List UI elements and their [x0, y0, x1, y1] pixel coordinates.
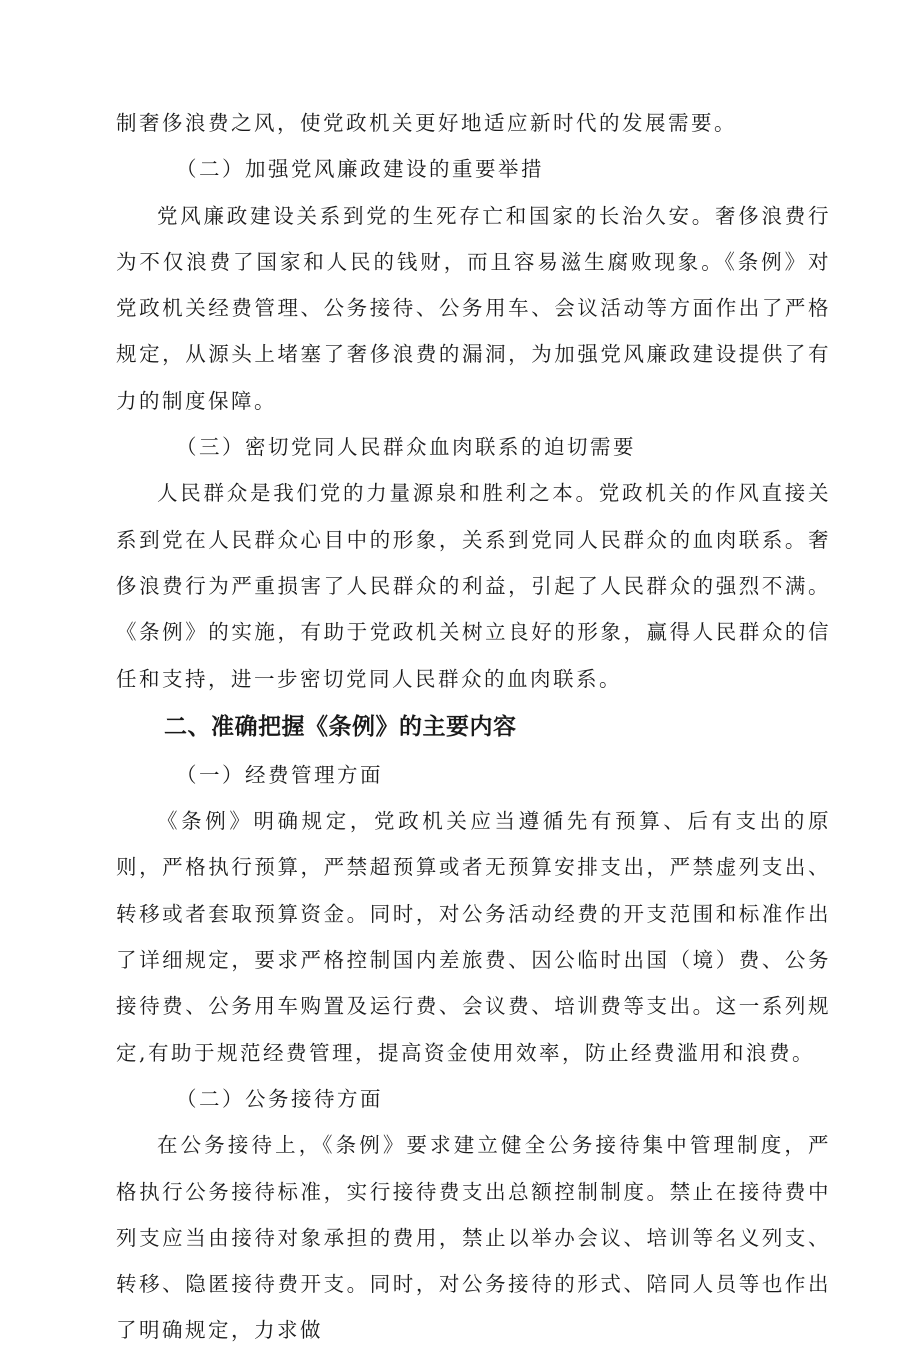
paragraph-funds-management: 《条例》明确规定，党政机关应当遵循先有预算、后有支出的原则，严格执行预算，严禁超预算或者无预算安排支出，严禁虚列支出、转移或者套取预算资金。同时，对公务活动经费的开支范围和标准作出了详细规定，要求严格控制国内差旅费、因公临时出国（境）费、公务接待费、公务用车购置及运行费、会议费、培训费等支出。这一系列规定,有助于规范经费管理，提高资金使用效率，防止经费滥用和浪费。 [116, 809, 831, 1065]
paragraph-people-ties: 人民群众是我们党的力量源泉和胜利之本。党政机关的作风直接关系到党在人民群众心目中的形象，关系到党同人民群众的血肉联系。奢侈浪费行为严重损害了人民群众的利益，引起了人民群众的强烈不满。《条例》的实施，有助于党政机关树立良好的形象，赢得人民群众的信任和支持，进一步密切党同人民群众的血肉联系。 [116, 481, 831, 691]
paragraph-party-integrity: 党风廉政建设关系到党的生死存亡和国家的长治久安。奢侈浪费行为不仅浪费了国家和人民的钱财，而且容易滋生腐败现象。《条例》对党政机关经费管理、公务接待、公务用车、会议活动等方面作出了严格规定，从源头上堵塞了奢侈浪费的漏洞，为加强党风廉政建设提供了有力的制度保障。 [116, 203, 831, 413]
subheading-official-reception: （二）公务接待方面 [176, 1086, 383, 1111]
paragraph-continuation: 制奢侈浪费之风，使党政机关更好地适应新时代的发展需要。 [116, 111, 737, 135]
subheading-funds-management: （一）经费管理方面 [176, 762, 383, 787]
subheading-party-integrity: （二）加强党风廉政建设的重要举措 [176, 157, 544, 182]
section-heading-main-content: 二、准确把握《条例》的主要内容 [164, 713, 517, 740]
subheading-people-ties: （三）密切党同人民群众血肉联系的迫切需要 [176, 435, 636, 460]
paragraph-official-reception: 在公务接待上，《条例》要求建立健全公务接待集中管理制度，严格执行公务接待标准，实行接待费支出总额控制制度。禁止在接待费中列支应当由接待对象承担的费用，禁止以举办会议、培训等名义列支、转移、隐匿接待费开支。同时，对公务接待的形式、陪同人员等也作出了明确规定，力求做 [116, 1133, 831, 1343]
document-body [116, 100, 831, 1354]
